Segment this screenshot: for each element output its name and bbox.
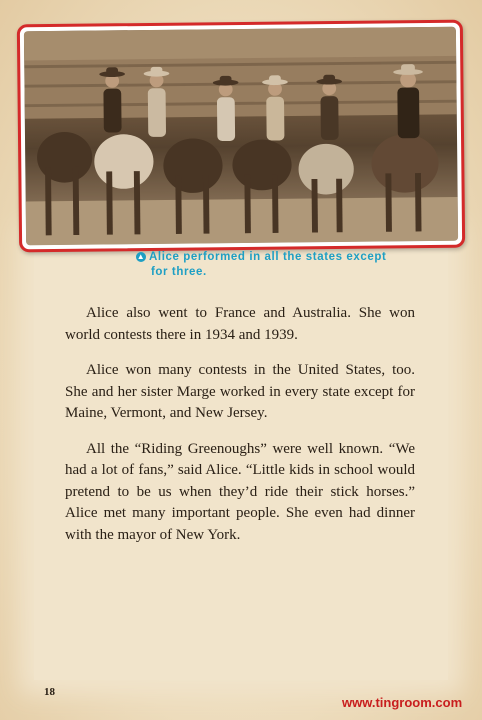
photo-frame [17, 20, 465, 253]
caption-line-2: for three. [151, 266, 207, 278]
caption-line-1: Alice performed in all the states except [149, 251, 387, 263]
watermark: www.tingroom.com [342, 695, 463, 710]
paragraph: All the “Riding Greenoughs” were well known. “We had a lot of fans,” said Alice. “Little kids in school would pretend to be us when they’d ride their stick horses.” Alice met many important people. She even had dinner with the mayor of New York. [65, 440, 415, 543]
rodeo-riders-illustration [24, 27, 458, 246]
caption-arrow-icon: ▲ [136, 251, 146, 261]
rodeo-riders-photo [24, 27, 458, 246]
paragraph: Alice also went to France and Australia. She won world contests there in 1934 and 1939. [65, 305, 415, 343]
page-number: 18 [44, 686, 55, 698]
body-text [65, 303, 415, 560]
photo-caption [136, 250, 416, 280]
paragraph: Alice won many contests in the United States, too. She and her sister Marge worked in every state except for Maine, Vermont, and New Jersey. [65, 362, 415, 421]
